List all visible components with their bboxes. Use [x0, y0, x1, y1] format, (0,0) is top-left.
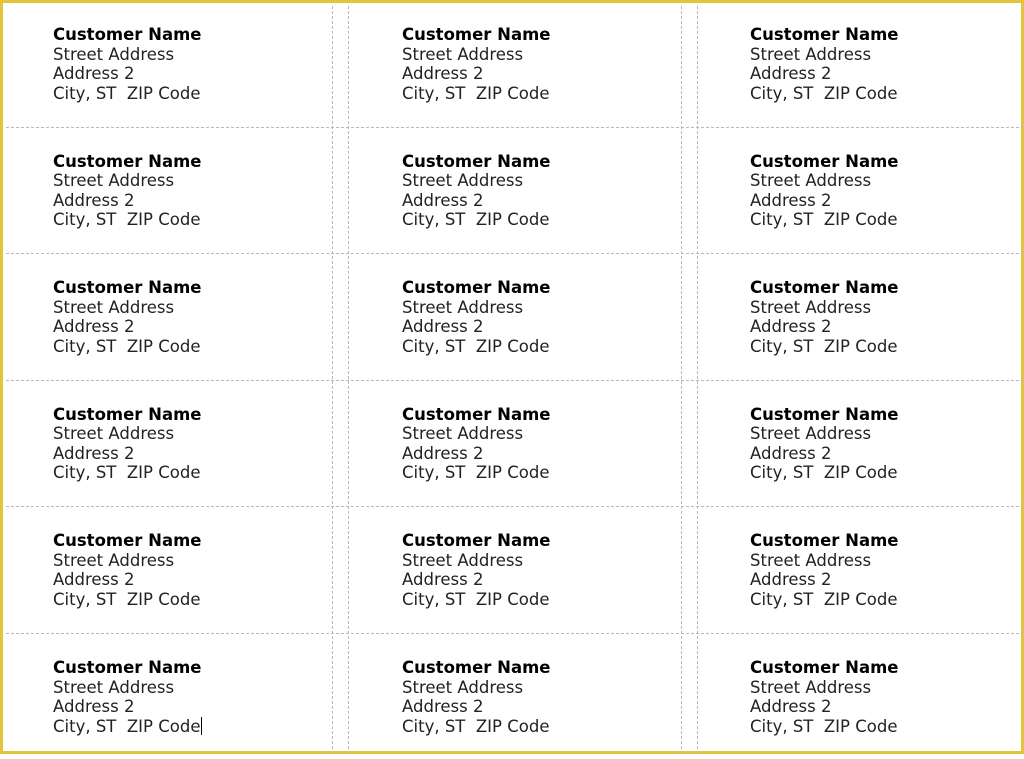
customer-name-text: Customer Name — [53, 404, 202, 424]
address-label[interactable] — [750, 512, 1024, 632]
address-line-2 — [750, 570, 899, 590]
city-state-zip-text: City, ST ZIP Code — [750, 336, 898, 356]
address-line-2-text: Address 2 — [402, 317, 484, 337]
city-state-zip — [750, 84, 899, 104]
street-address — [53, 424, 202, 444]
label-text[interactable] — [402, 152, 551, 230]
label-text[interactable] — [402, 278, 551, 356]
street-address-text: Street Address — [750, 297, 872, 317]
address-line-2 — [402, 64, 551, 84]
address-line-2-text: Address 2 — [750, 317, 832, 337]
street-address-text: Street Address — [53, 297, 175, 317]
city-state-zip-text: City, ST ZIP Code — [750, 589, 898, 609]
customer-name-text: Customer Name — [53, 278, 202, 298]
address-label[interactable] — [750, 639, 1024, 759]
city-state-zip-text: City, ST ZIP Code — [53, 589, 201, 609]
address-line-2 — [750, 191, 899, 211]
customer-name-text: Customer Name — [402, 658, 551, 677]
city-state-zip — [750, 463, 899, 483]
street-address-text: Street Address — [53, 424, 175, 444]
customer-name — [53, 531, 202, 551]
customer-name — [750, 658, 899, 678]
row-divider — [6, 380, 1024, 381]
address-label[interactable] — [53, 6, 373, 126]
address-line-2-text: Address 2 — [53, 570, 135, 590]
city-state-zip-text: City, ST ZIP Code — [750, 83, 898, 103]
city-state-zip — [53, 463, 202, 483]
label-text[interactable] — [750, 658, 899, 736]
customer-name — [750, 278, 899, 298]
customer-name-text: Customer Name — [750, 531, 899, 551]
customer-name-text: Customer Name — [402, 404, 551, 424]
address-label[interactable] — [402, 639, 722, 759]
label-text[interactable] — [750, 152, 899, 230]
city-state-zip-text: City, ST ZIP Code — [402, 210, 550, 230]
label-text[interactable] — [750, 278, 899, 356]
label-text[interactable] — [53, 152, 202, 230]
customer-name-text: Customer Name — [53, 531, 202, 551]
city-state-zip — [750, 590, 899, 610]
address-line-2-text: Address 2 — [402, 190, 484, 210]
customer-name — [750, 531, 899, 551]
label-text[interactable] — [53, 405, 202, 483]
city-state-zip — [750, 337, 899, 357]
street-address-text: Street Address — [402, 550, 524, 570]
address-label[interactable] — [750, 259, 1024, 379]
customer-name — [53, 278, 202, 298]
address-line-2 — [53, 570, 202, 590]
street-address — [750, 424, 899, 444]
customer-name — [402, 25, 551, 45]
label-text[interactable] — [53, 531, 202, 609]
street-address-text: Street Address — [53, 550, 175, 570]
address-label[interactable] — [53, 512, 373, 632]
label-text[interactable] — [750, 405, 899, 483]
label-text[interactable] — [750, 531, 899, 609]
address-label[interactable] — [750, 386, 1024, 506]
city-state-zip — [53, 84, 202, 104]
customer-name-text: Customer Name — [750, 404, 899, 424]
address-label[interactable] — [750, 133, 1024, 253]
city-state-zip — [402, 463, 551, 483]
city-state-zip-text: City, ST ZIP Code — [53, 463, 201, 483]
customer-name — [750, 152, 899, 172]
address-line-2-text: Address 2 — [750, 190, 832, 210]
customer-name — [53, 405, 202, 425]
street-address-text: Street Address — [750, 171, 872, 191]
city-state-zip — [53, 210, 202, 230]
street-address — [402, 171, 551, 191]
street-address-text: Street Address — [750, 44, 872, 64]
address-line-2 — [402, 191, 551, 211]
address-label[interactable] — [402, 6, 722, 126]
address-line-2-text: Address 2 — [53, 317, 135, 337]
address-line-2 — [53, 317, 202, 337]
address-line-2 — [402, 444, 551, 464]
address-line-2-text: Address 2 — [53, 190, 135, 210]
address-line-2 — [53, 697, 202, 717]
address-line-2-text: Address 2 — [402, 570, 484, 590]
street-address-text: Street Address — [750, 677, 872, 697]
street-address — [53, 551, 202, 571]
street-address — [750, 45, 899, 65]
label-text[interactable] — [402, 531, 551, 609]
address-line-2-text: Address 2 — [750, 697, 832, 716]
street-address-text: Street Address — [402, 44, 524, 64]
city-state-zip — [402, 717, 551, 737]
row-divider — [6, 127, 1024, 128]
street-address — [402, 45, 551, 65]
street-address-text: Street Address — [53, 171, 175, 191]
label-text[interactable] — [402, 658, 551, 736]
customer-name-text: Customer Name — [750, 25, 899, 44]
customer-name-text: Customer Name — [53, 25, 202, 44]
text-cursor — [201, 717, 202, 735]
label-text[interactable] — [53, 25, 202, 103]
customer-name — [53, 25, 202, 45]
address-label[interactable] — [402, 259, 722, 379]
address-label[interactable] — [402, 386, 722, 506]
customer-name — [402, 278, 551, 298]
address-line-2 — [750, 697, 899, 717]
label-text[interactable] — [402, 25, 551, 103]
customer-name-text: Customer Name — [402, 278, 551, 298]
city-state-zip — [750, 210, 899, 230]
address-line-2 — [53, 444, 202, 464]
label-text[interactable] — [750, 25, 899, 103]
customer-name — [402, 405, 551, 425]
address-line-2 — [402, 697, 551, 717]
customer-name — [402, 658, 551, 678]
address-label[interactable] — [53, 386, 373, 506]
address-line-2-text: Address 2 — [53, 697, 135, 716]
address-line-2-text: Address 2 — [750, 443, 832, 463]
customer-name-text: Customer Name — [750, 278, 899, 298]
customer-name — [53, 152, 202, 172]
street-address — [53, 298, 202, 318]
street-address — [402, 678, 551, 698]
street-address — [750, 551, 899, 571]
address-line-2-text: Address 2 — [53, 443, 135, 463]
street-address — [750, 678, 899, 698]
address-line-2 — [750, 64, 899, 84]
city-state-zip-text: City, ST ZIP Code — [402, 336, 550, 356]
address-line-2-text: Address 2 — [402, 443, 484, 463]
address-line-2-text: Address 2 — [402, 64, 484, 83]
label-text[interactable] — [53, 278, 202, 356]
street-address-text: Street Address — [53, 44, 175, 64]
label-text[interactable] — [402, 405, 551, 483]
city-state-zip — [53, 337, 202, 357]
city-state-zip-text: City, ST ZIP Code — [53, 210, 201, 230]
street-address — [402, 551, 551, 571]
address-line-2-text: Address 2 — [402, 697, 484, 716]
street-address-text: Street Address — [750, 550, 872, 570]
street-address-text: Street Address — [402, 424, 524, 444]
city-state-zip — [402, 84, 551, 104]
customer-name — [402, 152, 551, 172]
city-state-zip-text: City, ST ZIP Code — [53, 336, 201, 356]
city-state-zip-text: City, ST ZIP Code — [53, 83, 201, 103]
city-state-zip — [53, 717, 202, 737]
row-divider — [6, 506, 1024, 507]
customer-name — [750, 25, 899, 45]
city-state-zip — [402, 590, 551, 610]
address-line-2-text: Address 2 — [53, 64, 135, 83]
customer-name — [402, 531, 551, 551]
address-line-2 — [402, 570, 551, 590]
customer-name-text: Customer Name — [53, 658, 202, 677]
customer-name — [750, 405, 899, 425]
address-line-2 — [53, 64, 202, 84]
city-state-zip — [402, 337, 551, 357]
address-line-2 — [53, 191, 202, 211]
city-state-zip-text: City, ST ZIP Code — [402, 83, 550, 103]
customer-name-text: Customer Name — [53, 151, 202, 171]
customer-name-text: Customer Name — [750, 151, 899, 171]
city-state-zip-text: City, ST ZIP Code — [402, 589, 550, 609]
city-state-zip-text: City, ST ZIP Code — [53, 716, 201, 736]
address-line-2-text: Address 2 — [750, 64, 832, 83]
customer-name-text: Customer Name — [402, 151, 551, 171]
address-label[interactable] — [53, 133, 373, 253]
street-address — [53, 171, 202, 191]
street-address — [402, 424, 551, 444]
street-address-text: Street Address — [750, 424, 872, 444]
address-label[interactable] — [750, 6, 1024, 126]
street-address — [750, 298, 899, 318]
address-label[interactable] — [53, 259, 373, 379]
street-address-text: Street Address — [53, 677, 175, 697]
address-label[interactable] — [53, 639, 373, 759]
street-address — [402, 298, 551, 318]
customer-name — [53, 658, 202, 678]
address-line-2-text: Address 2 — [750, 570, 832, 590]
label-text[interactable] — [53, 658, 202, 736]
address-line-2 — [750, 444, 899, 464]
city-state-zip — [402, 210, 551, 230]
city-state-zip-text: City, ST ZIP Code — [750, 210, 898, 230]
street-address-text: Street Address — [402, 297, 524, 317]
street-address-text: Street Address — [402, 677, 524, 697]
street-address — [53, 45, 202, 65]
city-state-zip — [750, 717, 899, 737]
street-address — [53, 678, 202, 698]
label-sheet — [6, 6, 1024, 754]
street-address — [750, 171, 899, 191]
city-state-zip — [53, 590, 202, 610]
row-divider — [6, 633, 1024, 634]
street-address-text: Street Address — [402, 171, 524, 191]
city-state-zip-text: City, ST ZIP Code — [402, 716, 550, 736]
row-divider — [6, 253, 1024, 254]
city-state-zip-text: City, ST ZIP Code — [750, 716, 898, 736]
address-label[interactable] — [402, 133, 722, 253]
city-state-zip-text: City, ST ZIP Code — [750, 463, 898, 483]
customer-name-text: Customer Name — [402, 531, 551, 551]
address-label[interactable] — [402, 512, 722, 632]
customer-name-text: Customer Name — [402, 25, 551, 44]
address-line-2 — [402, 317, 551, 337]
address-line-2 — [750, 317, 899, 337]
city-state-zip-text: City, ST ZIP Code — [402, 463, 550, 483]
customer-name-text: Customer Name — [750, 658, 899, 677]
